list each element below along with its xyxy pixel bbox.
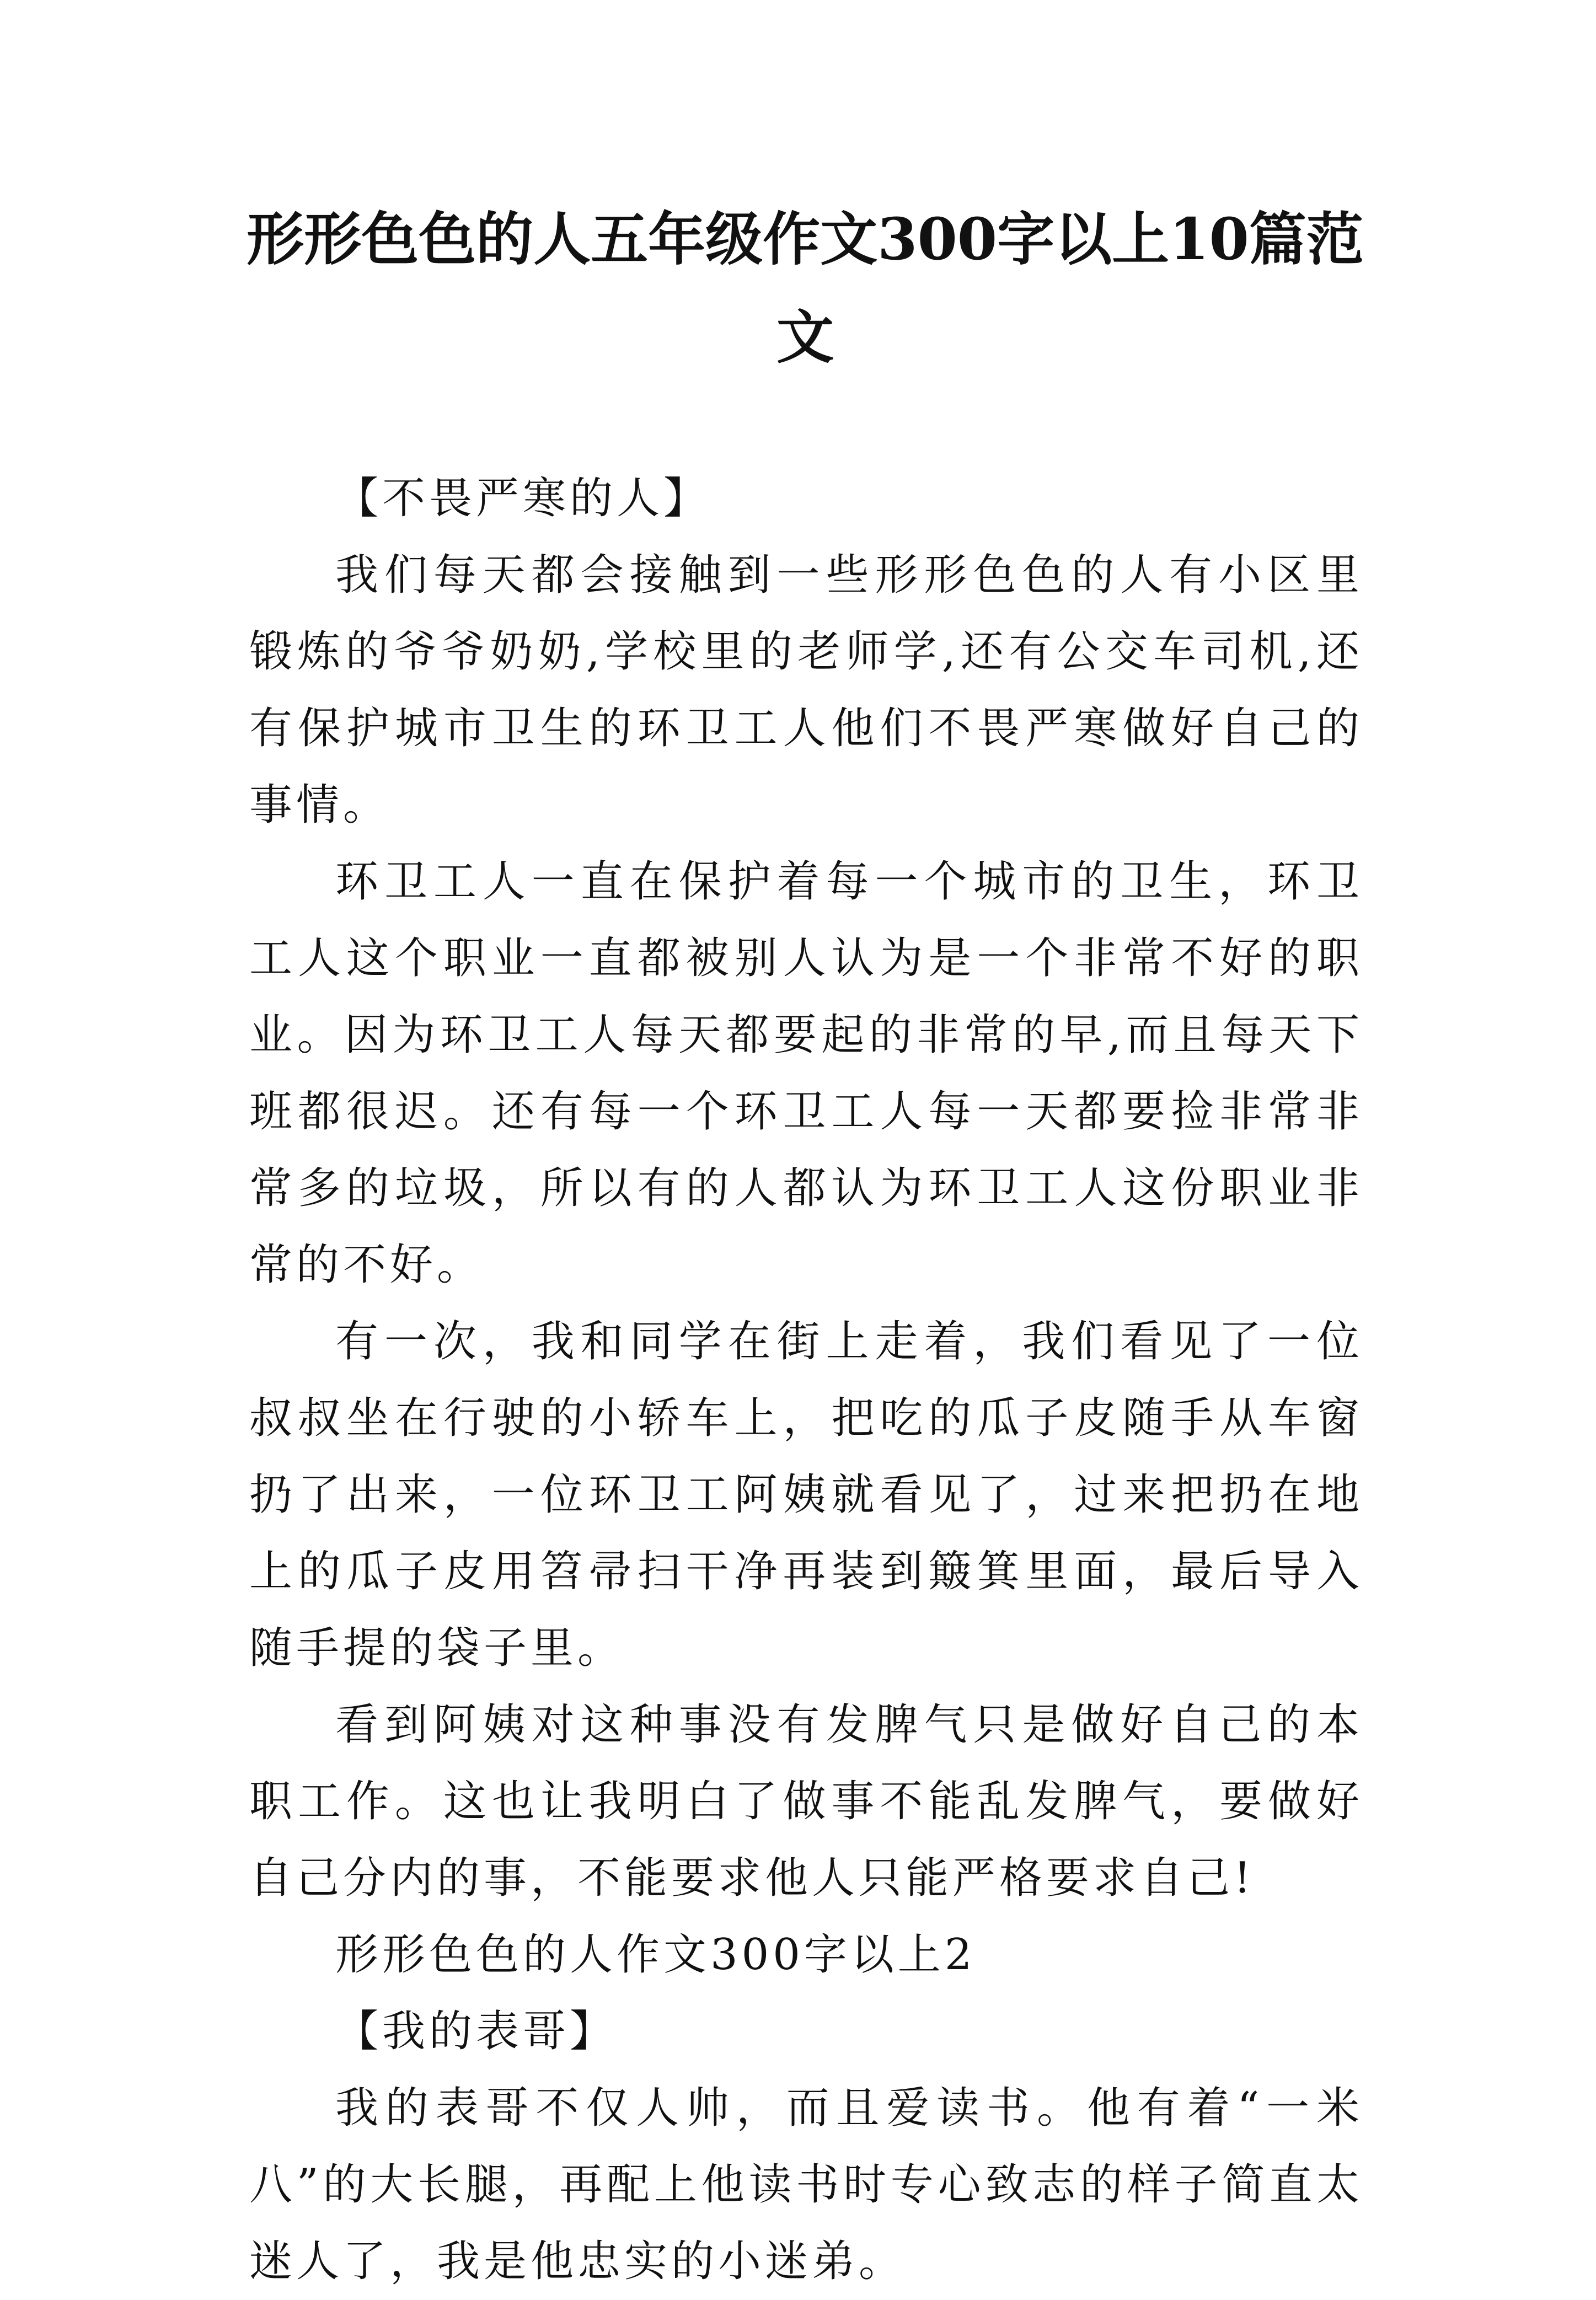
paragraph: 我的表哥不仅人帅，而且爱读书。他有着“一米八”的大长腿，再配上他读书时专心致志的样子简直太迷人了，我是他忠实的小迷弟。 bbox=[249, 2083, 1363, 2286]
section-heading-1: 【不畏严寒的人】 bbox=[335, 474, 711, 523]
essay-subtitle: 形形色色的人作文300字以上2 bbox=[335, 1930, 976, 1980]
document-body bbox=[249, 460, 1363, 2300]
document-title: 形形色色的人五年级作文300字以上10篇范文 bbox=[247, 205, 1364, 371]
section-heading-2: 【我的表哥】 bbox=[335, 2007, 617, 2056]
paragraph: 我们每天都会接触到一些形形色色的人有小区里锻炼的爷爷奶奶,学校里的老师学,还有公交车司机,还有保护城市卫生的环卫工人他们不畏严寒做好自己的事情。 bbox=[249, 550, 1363, 830]
paragraph: 有一次，我和同学在街上走着，我们看见了一位叔叔坐在行驶的小轿车上，把吃的瓜子皮随手从车窗扔了出来，一位环卫工阿姨就看见了，过来把扔在地上的瓜子皮用笤帚扫干净再装到簸箕里面，最后导入随手提的袋子里。 bbox=[249, 1317, 1363, 1673]
paragraph: 看到阿姨对这种事没有发脾气只是做好自己的本职工作。这也让我明白了做事不能乱发脾气，要做好自己分内的事，不能要求他人只能严格要求自己! bbox=[249, 1700, 1363, 1903]
paragraph: 环卫工人一直在保护着每一个城市的卫生，环卫工人这个职业一直都被别人认为是一个非常不好的职业。因为环卫工人每天都要起的非常的早,而且每天下班都很迟。还有每一个环卫工人每一天都要捡非常非常多的垃圾，所以有的人都认为环卫工人这份职业非常的不好。 bbox=[249, 857, 1363, 1290]
